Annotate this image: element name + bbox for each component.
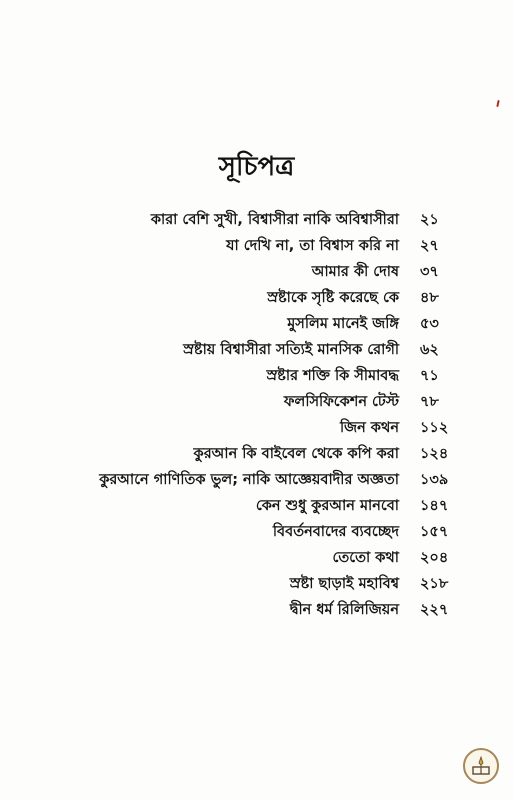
toc-entry bbox=[0, 470, 513, 496]
toc-entry bbox=[0, 262, 513, 288]
toc-entry-title: স্রষ্টাকে সৃষ্টি করেছে কে bbox=[267, 290, 399, 306]
toc-entry-title: দ্বীন ধর্ম রিলিজিয়ন bbox=[289, 602, 399, 618]
toc-entry-page-number: ১৪৭ bbox=[420, 498, 449, 514]
toc-entry bbox=[0, 600, 513, 626]
toc-entry-title: ফলসিফিকেশন টেস্ট bbox=[283, 394, 399, 410]
toc-entry-title: স্রষ্টা ছাড়াই মহাবিশ্ব bbox=[289, 576, 399, 592]
toc-entry bbox=[0, 210, 513, 236]
toc-entry bbox=[0, 418, 513, 444]
toc-entry-page-number: ২২৭ bbox=[420, 602, 449, 618]
toc-entry-title: মুসলিম মানেই জঙ্গি bbox=[287, 316, 399, 332]
toc-entry-title: কারা বেশি সুখী, বিশ্বাসীরা নাকি অবিশ্বাসীরা bbox=[150, 212, 399, 228]
toc-entry bbox=[0, 366, 513, 392]
toc-entry bbox=[0, 444, 513, 470]
toc-entry-title: কুরআন কি বাইবেল থেকে কপি করা bbox=[193, 446, 399, 462]
toc-entry-page-number: ১২৪ bbox=[420, 446, 449, 462]
toc-entry bbox=[0, 314, 513, 340]
toc-entry-page-number: ২৭ bbox=[420, 238, 439, 254]
toc-entry-page-number: ২১ bbox=[420, 212, 439, 228]
toc-entry bbox=[0, 496, 513, 522]
page-title: সূচিপত্র bbox=[218, 152, 295, 182]
toc-entry-page-number: ৭৮ bbox=[420, 394, 439, 410]
toc-entry-page-number: ৩৭ bbox=[420, 264, 439, 280]
toc-entry-title: জিন কথন bbox=[339, 420, 399, 436]
publisher-logo-icon bbox=[463, 748, 499, 784]
toc-entry-page-number: ৬২ bbox=[420, 342, 439, 358]
toc-entry bbox=[0, 522, 513, 548]
toc-entry-page-number: ৭১ bbox=[420, 368, 439, 384]
toc-entry-title: কেন শুধু কুরআন মানবো bbox=[255, 498, 399, 514]
toc-entry bbox=[0, 392, 513, 418]
toc-entry-page-number: ১১২ bbox=[420, 420, 449, 436]
toc-entry bbox=[0, 288, 513, 314]
toc-entry-page-number: ৫৩ bbox=[420, 316, 439, 332]
toc-entry-title: তেতো কথা bbox=[332, 550, 399, 566]
book-pen-icon bbox=[465, 750, 497, 782]
toc-entry bbox=[0, 574, 513, 600]
toc-entry bbox=[0, 340, 513, 366]
toc-entry-page-number: ১৫৭ bbox=[420, 524, 449, 540]
toc-entry-title: যা দেখি না, তা বিশ্বাস করি না bbox=[226, 238, 399, 254]
ink-mark bbox=[496, 100, 499, 107]
toc-entry-page-number: ৪৮ bbox=[420, 290, 439, 306]
toc-entry-title: আমার কী দোষ bbox=[311, 264, 399, 280]
toc-entry bbox=[0, 548, 513, 574]
toc-entry-title: বিবর্তনবাদের ব্যবচ্ছেদ bbox=[272, 524, 399, 540]
toc-entry-page-number: ২০৪ bbox=[420, 550, 449, 566]
toc-entry bbox=[0, 236, 513, 262]
toc-entry-title: কুরআনে গাণিতিক ভুল; নাকি আজ্ঞেয়বাদীর অজ্ঞতা bbox=[99, 472, 399, 488]
toc-entry-page-number: ২১৮ bbox=[420, 576, 449, 592]
toc-entry-title: স্রষ্টার শক্তি কি সীমাবদ্ধ bbox=[266, 368, 399, 384]
toc-entry-page-number: ১৩৯ bbox=[420, 472, 449, 488]
toc-entry-title: স্রষ্টায় বিশ্বাসীরা সত্যিই মানসিক রোগী bbox=[183, 342, 399, 358]
